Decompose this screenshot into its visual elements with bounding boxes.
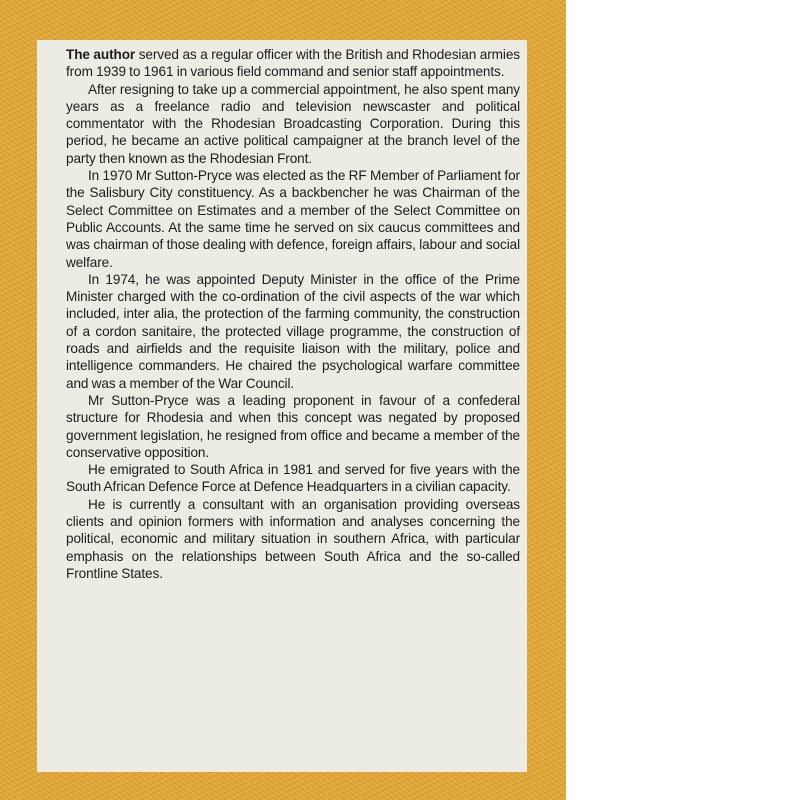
author-bio-panel — [37, 40, 527, 772]
bio-paragraph-1-text: served as a regular officer with the British and Rhodesian armies from 1939 to 1961 in various field command and senior staff appointments. — [66, 47, 520, 80]
bio-paragraph-5: Mr Sutton-Pryce was a leading proponent in favour of a confederal structure for Rhodesia and when this concept was negated by proposed government legislation, he resigned from office and became a member of the conservative opposition. — [66, 392, 520, 460]
author-bio-text — [66, 46, 520, 582]
bio-paragraph-4: In 1974, he was appointed Deputy Minister in the office of the Prime Minister charged with the co-ordination of the civil aspects of the war which included, inter alia, the protection of the farming community, the construction of a cordon sanitaire, the protected village programme, the construction of roads and airfields and the requisite liaison with the military, police and intelligence commanders. He chaired the psychological warfare committee and was a member of the War Council. — [66, 271, 520, 391]
bio-paragraph-6: He emigrated to South Africa in 1981 and served for five years with the South African Defence Force at Defence Headquarters in a civilian capacity. — [66, 462, 520, 495]
bio-paragraph-2: After resigning to take up a commercial appointment, he also spent many years as a freelance radio and television newscaster and political commentator with the Rhodesian Broadcasting Corporation. During this period, he became an active political campaigner at the branch level of the party then known as the Rhodesian Front. — [66, 81, 520, 166]
bio-lead: The author — [66, 47, 136, 62]
bio-paragraph-7: He is currently a consultant with an organisation providing overseas clients and opinion formers with information and analyses concerning the political, economic and military situation in southern Africa, with particular emphasis on the relationships between South Africa and the so-called Frontline States. — [66, 496, 520, 581]
bio-paragraph-3: In 1970 Mr Sutton-Pryce was elected as the RF Member of Parliament for the Salisbury City constituency. As a backbencher he was Chairman of the Select Committee on Estimates and a member of the Select Committee on Public Accounts. At the same time he served on six caucus committees and was chairman of those dealing with defence, foreign affairs, labour and social welfare. — [66, 168, 520, 270]
bio-paragraph-1 — [66, 46, 520, 81]
